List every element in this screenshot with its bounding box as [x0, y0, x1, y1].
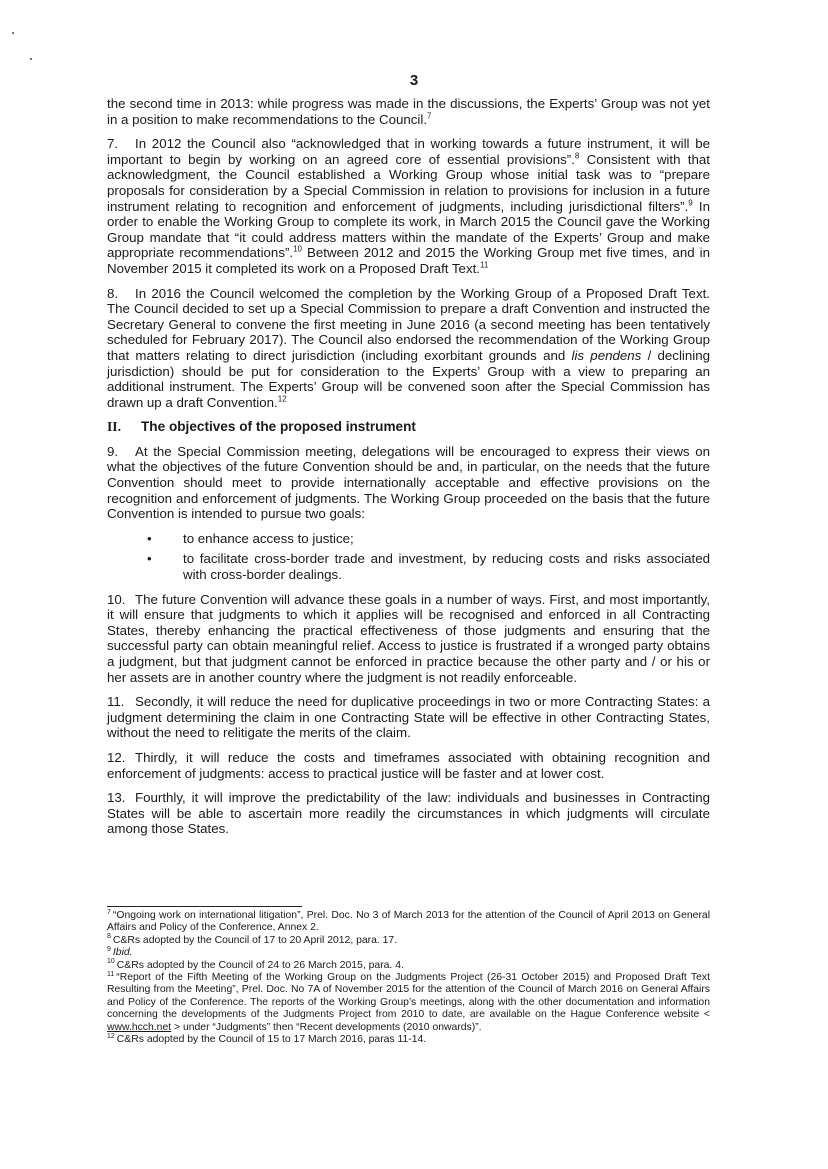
paragraph-7: 7. In 2012 the Council also “acknowledged that in working towards a future instrument, it will be important to begin by working on an agreed core of essential provisions”.$^8$ Consistent with that acknowledgment, the Council established a Working Group whose initial task was to “prepare proposals for consideration by a Special Commission in relation to provisions for inclusion in a future instrument relating to recognition and enforcement of judgments, including jurisdictional filters”.$^9$ In order to enable the Working Group to complete its work, in March 2015 the Council gave the Working Group mandate that “it could address matters within the mandate of the Experts’ Group and make appropriate recommendations”.$^{10}$ Between 2012 and 2015 the Working Group met five times, and in November 2015 it completed its work on a Proposed Draft Text.$^{11}$ [107, 136, 710, 276]
paragraph-12: 12. Thirdly, it will reduce the costs and timeframes associated with obtaining recognition and enforcement of judgments: access to practical justice will be faster and at lower cost. [107, 749, 710, 781]
paragraph-number: 13. [107, 790, 126, 806]
footnote-9: $^9$ Ibid. [107, 945, 133, 959]
page-number: 3 [409, 72, 419, 89]
paragraph-number: 8. [107, 285, 119, 301]
paragraph-10: 10. The future Convention will advance these goals in a number of ways. First, and most importantly, it will ensure that judgments to which it applies will be recognised and enforced in all Contracting States, thereby enhancing the practical effectiveness of those judgments and ensuring that the successful party can obtain meaningful relief. Access to justice is frustrated if a wronged party obtains a judgment, but that judgment cannot be enforced in practice because the other party and / or his or her assets are in another country where the judgment is not readily enforceable. [107, 591, 710, 685]
paragraph-11: 11. Secondly, it will reduce the need for duplicative proceedings in two or more Contracting States: a judgment determining the claim in one Contracting State will be effective in other Contracting States, without the need to relitigate the merits of the claim. [107, 694, 710, 741]
hcch-website-link[interactable]: www.hcch.net [107, 1021, 172, 1033]
paragraph-continuation: the second time in 2013: while progress was made in the discussions, the Experts’ Group was not yet in a position to make recommendations to the Council.$^7$ [107, 96, 710, 127]
paragraph-number: 9. [107, 443, 119, 459]
scan-speck [30, 58, 32, 60]
footnote-ref[interactable]: 8 [574, 151, 580, 161]
paragraph-number: 12. [107, 749, 126, 765]
section-title: The objectives of the proposed instrument [141, 419, 416, 435]
footnote-11: $^{11}$ “Report of the Fifth Meeting of the Working Group on the Judgments Project (26-31 October 2015) and Proposed Draft Text Resulting from the Meeting”, Prel. Doc. No 7A of November 2015 for the attention of the Council of March 2016 on General Affairs and Policy of the Conference. The reports of the Working Group’s meetings, along with the other documentation and information concerning the developments of the Judgments Project from 2010 to date, are available on the Hague Conference website < www.hcch.net > under “Judgments” then “Recent developments (2010 onwards)”. [107, 970, 710, 1033]
list-item: • to facilitate cross-border trade and investment, by reducing costs and risks associated with cross-border dealings. [147, 551, 710, 583]
list-item: • to enhance access to justice; [147, 530, 354, 546]
paragraph-13: 13. Fourthly, it will improve the predictability of the law: individuals and businesses in Contracting States will be able to ascertain more readily the circumstances in which judgments will circulate among those States. [107, 790, 710, 837]
footnote-10: $^{10}$ C&Rs adopted by the Council of 24 to 26 March 2015, para. 4. [107, 958, 404, 971]
footnote-ref[interactable]: 11 [480, 260, 489, 270]
section-heading [107, 419, 710, 435]
footnote-ref[interactable]: 10 [293, 244, 302, 254]
scan-speck [12, 32, 14, 34]
footnote-8: $^8$ C&Rs adopted by the Council of 17 to 20 April 2012, para. 17. [107, 933, 398, 946]
paragraph-8: 8. In 2016 the Council welcomed the completion by the Working Group of a Proposed Draft Text. The Council decided to set up a Special Commission to prepare a draft Convention and instructed the Secretary General to convene the first meeting in June 2016 (a second meeting has been tentatively scheduled for February 2017). The Council also endorsed the recommendation of the Working Group that matters relating to direct jurisdiction (including exorbitant grounds and lis pendens / declining jurisdiction) should be put for consideration to the Experts’ Group with a view to preparing an additional instrument. The Experts’ Group will be convened soon after the Special Commission has drawn up a draft Convention.$^{12}$ [107, 285, 710, 410]
footnote-ref[interactable]: 9 [688, 198, 693, 208]
footnote-ref[interactable]: 7 [427, 111, 432, 121]
bullet-icon: • [147, 530, 152, 546]
paragraph-number: 11. [107, 694, 125, 710]
footnote-divider [107, 906, 302, 907]
paragraph-number: 10. [107, 591, 126, 607]
footnotes [107, 910, 710, 1046]
goals-list [107, 531, 710, 583]
footnote-7: $^7$ “Ongoing work on international litigation”, Prel. Doc. No 3 of March 2013 for the attention of the Council of April 2013 on General Affairs and Policy of the Conference, Annex 2. [107, 908, 710, 934]
footnote-12: $^{12}$ C&Rs adopted by the Council of 15 to 17 March 2016, paras 11-14. [107, 1032, 427, 1046]
section-number: II. [107, 419, 121, 435]
footnote-ref[interactable]: 12 [277, 394, 287, 404]
body-text [107, 96, 710, 846]
paragraph-number: 7. [107, 136, 119, 152]
bullet-icon: • [147, 551, 152, 567]
paragraph-9: 9. At the Special Commission meeting, delegations will be encouraged to express their views on what the objectives of the future Convention should be and, in particular, on the needs that the future Convention should meet to provide internationally acceptable and effective provisions on the recognition and enforcement of judgments. The Working Group proceeded on the basis that the future Convention is intended to pursue two goals: [107, 443, 710, 522]
